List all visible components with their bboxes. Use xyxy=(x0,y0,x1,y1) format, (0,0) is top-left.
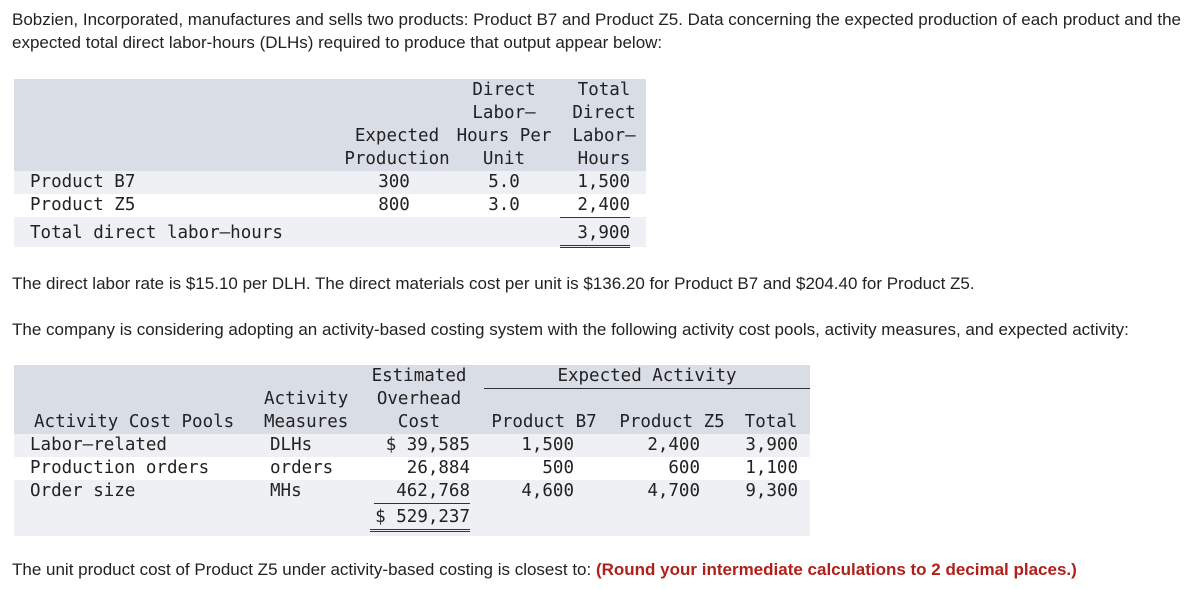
pool-name: Labor–related xyxy=(30,435,167,455)
total-label: Total direct labor–hours xyxy=(30,223,283,243)
header-activity: Activity xyxy=(264,389,349,409)
header-pools: Activity Cost Pools xyxy=(34,412,235,432)
header-direct: Direct xyxy=(472,80,536,100)
header-expected-activity: Expected Activity xyxy=(484,365,810,389)
grand-total-value: 3,900 xyxy=(560,222,630,248)
b7-activity: 500 xyxy=(542,458,574,478)
z5-activity: 2,400 xyxy=(647,435,700,455)
b7-activity: 4,600 xyxy=(521,481,574,501)
header-cost: Cost xyxy=(397,412,441,432)
overhead-cost: $ 39,585 xyxy=(385,435,470,455)
measure-name: orders xyxy=(270,458,334,478)
pool-name: Production orders xyxy=(30,458,210,478)
header-labor2: Labor– xyxy=(572,126,636,146)
header-total: Total xyxy=(744,412,798,432)
per-unit-value: 5.0 xyxy=(488,172,520,192)
header-production: Production xyxy=(344,149,450,169)
per-unit-value: 3.0 xyxy=(488,195,520,215)
abc-paragraph: The company is considering adopting an activity-based costing system with the following activity cost pools, activity measures, and expected activity: xyxy=(12,320,1129,339)
total-overhead-cost: $ 529,237 xyxy=(370,506,470,532)
header-overhead: Overhead xyxy=(376,389,462,409)
header-total: Total xyxy=(577,80,631,100)
pool-name: Order size xyxy=(30,481,136,501)
header-estimated: Estimated xyxy=(371,366,467,386)
overhead-cost: 26,884 xyxy=(406,458,470,478)
header-z5: Product Z5 xyxy=(619,412,725,432)
measure-name: MHs xyxy=(270,481,302,501)
intro-paragraph: Bobzien, Incorporated, manufactures and sells two products: Product B7 and Product Z5. Data concerning the expected production of each product and the expected total direct labor-hours (DLHs) required to produce that output appear below: xyxy=(12,10,1181,52)
question-text: The unit product cost of Product Z5 under activity-based costing is closest to: xyxy=(12,560,592,579)
overhead-cost: 462,768 xyxy=(374,480,470,504)
rate-paragraph: The direct labor rate is $15.10 per DLH. The direct materials cost per unit is $136.20 for Product B7 and $204.40 for Product Z5. xyxy=(12,274,975,293)
total-activity: 3,900 xyxy=(745,435,798,455)
z5-activity: 600 xyxy=(668,458,700,478)
row-label: Product Z5 xyxy=(30,195,136,215)
header-unit: Unit xyxy=(482,149,526,169)
question-paragraph xyxy=(12,558,1182,581)
header-hours: Hours xyxy=(577,149,631,169)
total-value: 1,500 xyxy=(577,172,630,192)
b7-activity: 1,500 xyxy=(521,435,574,455)
header-b7: Product B7 xyxy=(491,412,597,432)
total-activity: 1,100 xyxy=(745,458,798,478)
row-label: Product B7 xyxy=(30,172,136,192)
production-value: 300 xyxy=(378,172,410,192)
activity-table xyxy=(14,365,814,540)
header-measures: Measures xyxy=(264,412,349,432)
header-expected: Expected xyxy=(354,126,440,146)
header-hours-per: Hours Per xyxy=(456,126,552,146)
total-value: 2,400 xyxy=(560,194,630,218)
header-labor: Labor– xyxy=(472,103,536,123)
rounding-instruction: (Round your intermediate calculations to 2 decimal places.) xyxy=(595,560,1077,579)
total-activity: 9,300 xyxy=(745,481,798,501)
header-direct2: Direct xyxy=(572,103,636,123)
z5-activity: 4,700 xyxy=(647,481,700,501)
production-table xyxy=(14,79,1184,254)
production-value: 800 xyxy=(378,195,410,215)
measure-name: DLHs xyxy=(270,435,313,455)
